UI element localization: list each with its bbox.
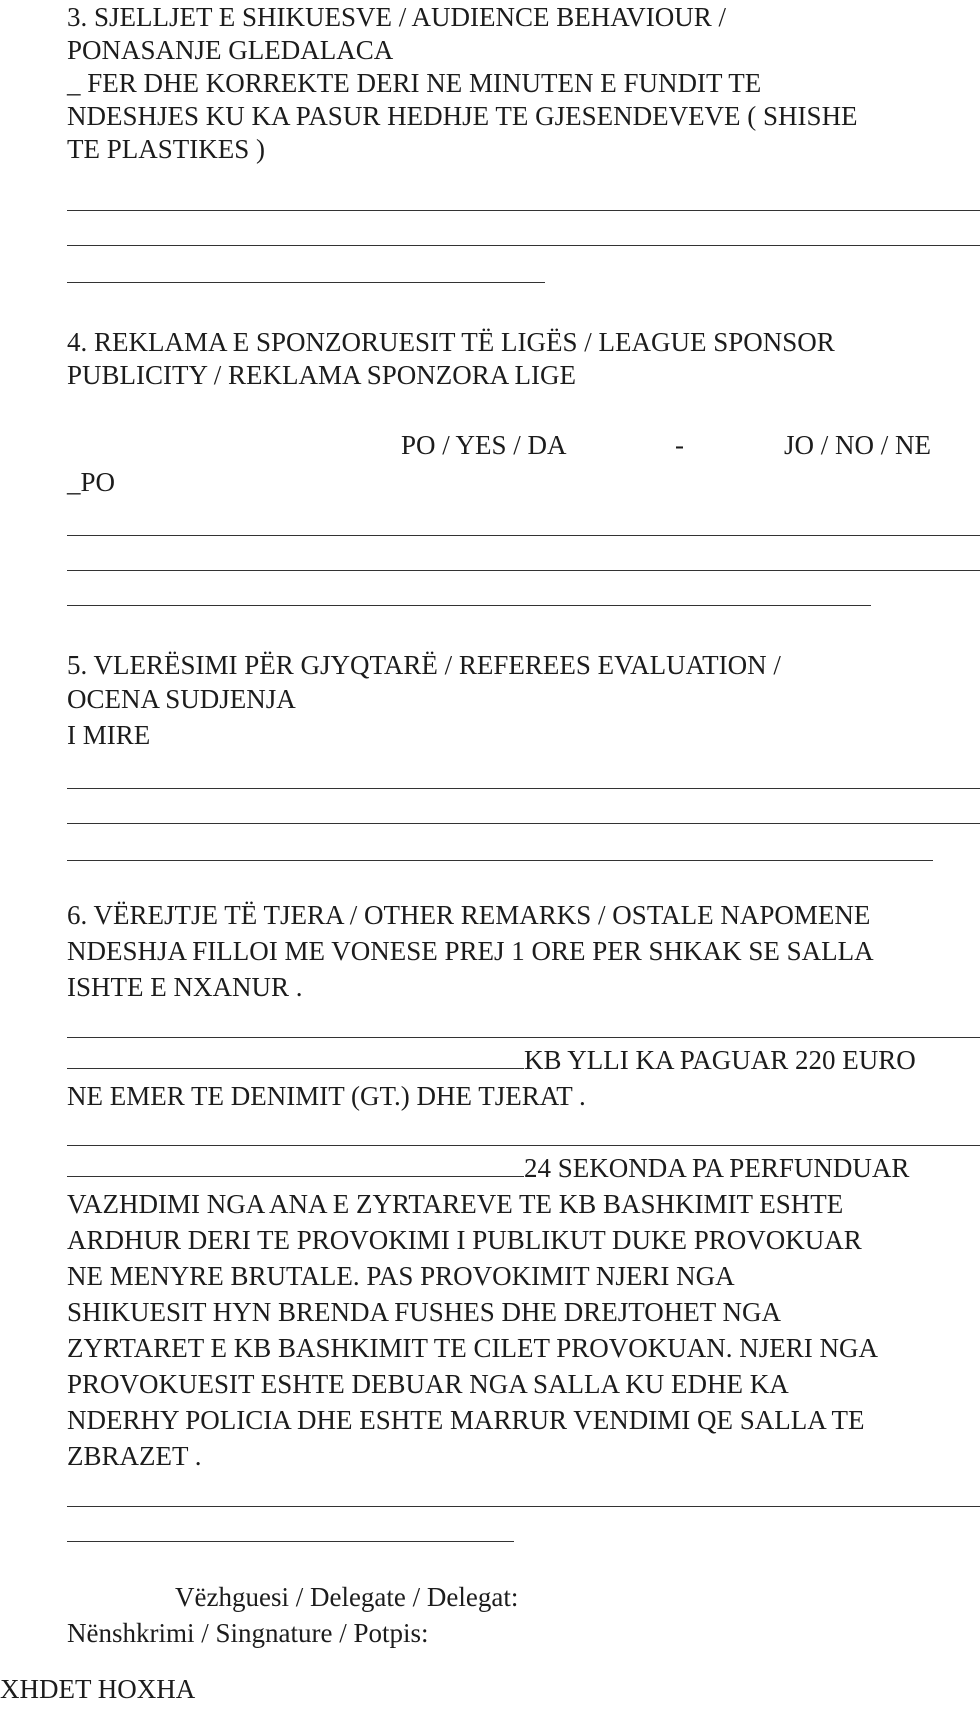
section-6-heading: 6. VËREJTJE TË TJERA / OTHER REMARKS / OSTALE NAPOMENE xyxy=(67,900,871,930)
section-3-blank-line-1 xyxy=(67,210,980,211)
section-6-blank-line-1 xyxy=(67,1037,980,1038)
section-6-answer-3-line-3: ARDHUR DERI TE PROVOKIMI I PUBLIKUT DUKE PROVOKUAR xyxy=(67,1225,862,1255)
section-5-blank-line-2 xyxy=(67,823,980,824)
section-6-answer-3-line-4: NE MENYRE BRUTALE. PAS PROVOKIMIT NJERI NGA xyxy=(67,1261,735,1291)
section-6-answer-3-line-5: SHIKUESIT HYN BRENDA FUSHES DHE DREJTOHET NGA xyxy=(67,1297,782,1327)
section-6-answer-3-line-9: ZBRAZET . xyxy=(67,1441,202,1471)
section-4-blank-line-1 xyxy=(67,535,980,536)
delegate-label: Vëzhguesi / Delegate / Delegat: xyxy=(175,1582,519,1612)
section-3-answer-line-1: _ FER DHE KORREKTE DERI NE MINUTEN E FUNDIT TE xyxy=(67,68,762,98)
answer-2-leading-blank xyxy=(67,1046,524,1069)
section-4-heading-line-1: 4. REKLAMA E SPONZORUESIT TË LIGËS / LEAGUE SPONSOR xyxy=(67,327,835,357)
section-3-blank-line-2 xyxy=(67,245,980,246)
section-6-answer-2-line-1 xyxy=(67,1043,916,1077)
section-3-answer-line-3: TE PLASTIKES ) xyxy=(67,134,265,164)
section-4-blank-line-2 xyxy=(67,570,980,571)
answer-3-leading-blank xyxy=(67,1154,524,1177)
section-3-heading-line-1: 3. SJELLJET E SHIKUESVE / AUDIENCE BEHAVIOUR / xyxy=(67,2,727,32)
delegate-name: XHDET HOXHA xyxy=(0,1674,196,1704)
answer-2-first-text: KB YLLI KA PAGUAR 220 EURO xyxy=(524,1045,916,1075)
section-6-answer-3-line-7: PROVOKUESIT ESHTE DEBUAR NGA SALLA KU EDHE KA xyxy=(67,1369,789,1399)
section-6-answer-2-line-2: NE EMER TE DENIMIT (GT.) DHE TJERAT . xyxy=(67,1081,586,1111)
section-5-blank-line-3 xyxy=(67,860,933,861)
signature-label: Nënshkrimi / Singnature / Potpis: xyxy=(67,1618,429,1648)
section-6-answer-1-line-1: NDESHJA FILLOI ME VONESE PREJ 1 ORE PER SHKAK SE SALLA xyxy=(67,936,874,966)
section-6-answer-3-line-1 xyxy=(67,1151,909,1185)
section-6-answer-3-line-8: NDERHY POLICIA DHE ESHTE MARRUR VENDIMI QE SALLA TE xyxy=(67,1405,865,1435)
section-5-heading-line-1: 5. VLERËSIMI PËR GJYQTARË / REFEREES EVALUATION / xyxy=(67,650,781,680)
section-6-answer-1-line-2: ISHTE E NXANUR . xyxy=(67,972,303,1002)
sponsor-choice-row xyxy=(0,428,980,462)
section-6-blank-line-2 xyxy=(67,1145,980,1146)
section-6-blank-line-3 xyxy=(67,1506,980,1507)
section-6-answer-3-line-2: VAZHDIMI NGA ANA E ZYRTAREVE TE KB BASHKIMIT ESHTE xyxy=(67,1189,844,1219)
section-4-answer: _PO xyxy=(67,467,116,497)
yes-option: PO / YES / DA xyxy=(401,430,567,460)
section-5-blank-line-1 xyxy=(67,788,980,789)
section-5-answer: I MIRE xyxy=(67,720,151,750)
section-4-heading-line-2: PUBLICITY / REKLAMA SPONZORA LIGE xyxy=(67,360,577,390)
option-separator: - xyxy=(675,430,684,460)
answer-3-first-text: 24 SEKONDA PA PERFUNDUAR xyxy=(524,1153,910,1183)
no-option: JO / NO / NE xyxy=(784,430,931,460)
section-6-blank-line-4 xyxy=(67,1541,514,1542)
section-3-answer-line-2: NDESHJES KU KA PASUR HEDHJE TE GJESENDEVEVE ( SHISHE xyxy=(67,101,858,131)
section-6-answer-3-line-6: ZYRTARET E KB BASHKIMIT TE CILET PROVOKUAN. NJERI NGA xyxy=(67,1333,878,1363)
section-3-heading-line-2: PONASANJE GLEDALACA xyxy=(67,35,394,65)
section-5-heading-line-2: OCENA SUDJENJA xyxy=(67,684,296,714)
section-3-blank-line-3 xyxy=(67,282,545,283)
section-4-blank-line-3 xyxy=(67,605,871,606)
